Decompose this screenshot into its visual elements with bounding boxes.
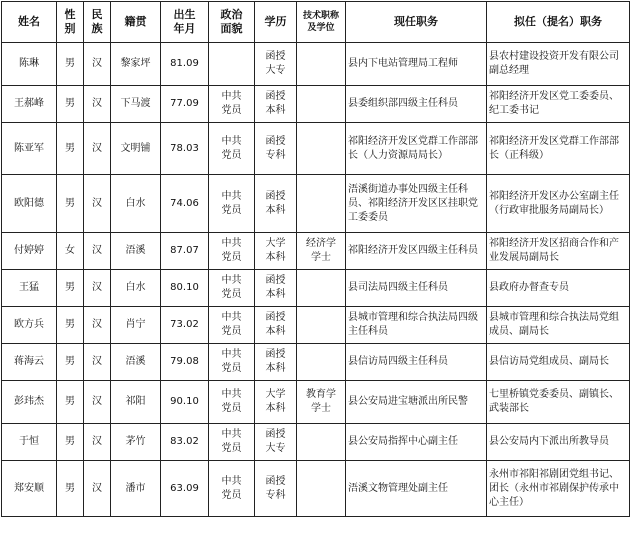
cell-proposed: 县公安局内下派出所教导员 [487,424,630,461]
header-name: 姓名 [2,2,57,43]
cell-title [297,344,346,381]
cell-birth: 83.02 [161,424,209,461]
cell-name: 付婷婷 [2,233,57,270]
cell-name: 于恒 [2,424,57,461]
cell-education: 大学 本科 [255,381,297,424]
cell-native: 潘市 [111,461,161,517]
cell-ethnicity: 汉 [84,381,111,424]
cell-political: 中共 党员 [209,233,255,270]
cell-education: 函授 本科 [255,175,297,233]
cell-native: 白水 [111,175,161,233]
cell-native: 肖宁 [111,307,161,344]
cell-education: 函授 专科 [255,461,297,517]
cell-political: 中共 党员 [209,381,255,424]
cell-current: 县城市管理和综合执法局四级主任科员 [346,307,487,344]
header-ethnicity: 民 族 [84,2,111,43]
cell-political: 中共 党员 [209,123,255,175]
cell-proposed: 祁阳经济开发区办公室副主任（行政审批服务局副局长） [487,175,630,233]
cell-ethnicity: 汉 [84,461,111,517]
cell-title [297,43,346,86]
cell-gender: 男 [57,175,84,233]
cell-ethnicity: 汉 [84,270,111,307]
cell-education: 函授 大专 [255,43,297,86]
cell-ethnicity: 汉 [84,175,111,233]
cell-birth: 90.10 [161,381,209,424]
cell-birth: 73.02 [161,307,209,344]
header-title: 技术职称 及学位 [297,2,346,43]
cell-education: 函授 本科 [255,307,297,344]
cell-gender: 男 [57,43,84,86]
cell-ethnicity: 汉 [84,344,111,381]
cell-political: 中共 党员 [209,86,255,123]
cell-gender: 男 [57,424,84,461]
cell-native: 茅竹 [111,424,161,461]
cell-current: 祁阳经济开发区党群工作部部长（人力资源局局长） [346,123,487,175]
cell-birth: 80.10 [161,270,209,307]
cell-gender: 男 [57,381,84,424]
header-gender: 性 别 [57,2,84,43]
cell-title: 教育学 学士 [297,381,346,424]
cell-title [297,270,346,307]
table-row [2,43,630,86]
cell-political: 中共 党员 [209,461,255,517]
cell-ethnicity: 汉 [84,123,111,175]
cell-current: 浯溪文物管理处副主任 [346,461,487,517]
cell-native: 文明铺 [111,123,161,175]
table-row [2,307,630,344]
cell-ethnicity: 汉 [84,233,111,270]
cell-name: 欧阳德 [2,175,57,233]
cell-proposed: 永州市祁阳祁剧团党组书记、团长（永州市祁剧保护传承中心主任） [487,461,630,517]
cell-ethnicity: 汉 [84,86,111,123]
cell-birth: 87.07 [161,233,209,270]
cell-education: 大学 本科 [255,233,297,270]
table-row [2,424,630,461]
cell-current: 祁阳经济开发区四级主任科员 [346,233,487,270]
cell-name: 欧方兵 [2,307,57,344]
cell-political: 中共 党员 [209,344,255,381]
cell-gender: 男 [57,123,84,175]
cell-political: 中共 党员 [209,307,255,344]
cell-title [297,123,346,175]
table-row [2,86,630,123]
header-native: 籍贯 [111,2,161,43]
cell-current: 县司法局四级主任科员 [346,270,487,307]
cell-proposed: 县城市管理和综合执法局党组成员、副局长 [487,307,630,344]
cell-title [297,424,346,461]
cell-birth: 79.08 [161,344,209,381]
cell-name: 郑安顺 [2,461,57,517]
cell-education: 函授 本科 [255,344,297,381]
table-row [2,123,630,175]
table-row [2,344,630,381]
cell-name: 陈琳 [2,43,57,86]
cell-proposed: 县农村建设投资开发有限公司副总经理 [487,43,630,86]
cell-proposed: 祁阳经济开发区党群工作部部长（正科级） [487,123,630,175]
cell-proposed: 祁阳经济开发区党工委委员、纪工委书记 [487,86,630,123]
cell-current: 县信访局四级主任科员 [346,344,487,381]
cell-ethnicity: 汉 [84,424,111,461]
cell-native: 下马渡 [111,86,161,123]
cell-political: 中共 党员 [209,424,255,461]
header-current: 现任职务 [346,2,487,43]
cell-current: 县公安局进宝塘派出所民警 [346,381,487,424]
cell-current: 县公安局指挥中心副主任 [346,424,487,461]
cell-gender: 男 [57,270,84,307]
cell-education: 函授 本科 [255,270,297,307]
cell-political: 中共 党员 [209,270,255,307]
cell-title [297,461,346,517]
cell-name: 彭玮杰 [2,381,57,424]
cell-current: 县内下电站管理局工程师 [346,43,487,86]
cell-title [297,307,346,344]
cell-title [297,175,346,233]
cell-name: 王猛 [2,270,57,307]
cell-political: 中共 党员 [209,175,255,233]
table-row [2,233,630,270]
cell-native: 祁阳 [111,381,161,424]
cell-gender: 女 [57,233,84,270]
cell-birth: 74.06 [161,175,209,233]
table-row [2,381,630,424]
table-row [2,270,630,307]
cell-name: 蒋海云 [2,344,57,381]
table-row [2,175,630,233]
cell-native: 浯溪 [111,233,161,270]
cell-ethnicity: 汉 [84,307,111,344]
cell-birth: 77.09 [161,86,209,123]
cell-gender: 男 [57,461,84,517]
header-proposed: 拟任（提名）职务 [487,2,630,43]
cell-gender: 男 [57,344,84,381]
cell-proposed: 祁阳经济开发区招商合作和产业发展局副局长 [487,233,630,270]
cell-native: 白水 [111,270,161,307]
table-body [2,43,630,517]
cell-proposed: 县政府办督查专员 [487,270,630,307]
cell-title [297,86,346,123]
cell-proposed: 县信访局党组成员、副局长 [487,344,630,381]
cell-education: 函授 本科 [255,86,297,123]
cell-birth: 81.09 [161,43,209,86]
cell-native: 浯溪 [111,344,161,381]
header-education: 学历 [255,2,297,43]
header-birth: 出生 年月 [161,2,209,43]
appointment-table [1,1,630,517]
cell-proposed: 七里桥镇党委委员、副镇长、武装部长 [487,381,630,424]
cell-title: 经济学 学士 [297,233,346,270]
cell-current: 浯溪街道办事处四级主任科员、祁阳经济开发区区挂职党工委委员 [346,175,487,233]
header-political: 政治 面貌 [209,2,255,43]
cell-name: 陈亚军 [2,123,57,175]
cell-name: 王郝峰 [2,86,57,123]
cell-gender: 男 [57,86,84,123]
cell-current: 县委组织部四级主任科员 [346,86,487,123]
cell-political [209,43,255,86]
cell-birth: 63.09 [161,461,209,517]
cell-birth: 78.03 [161,123,209,175]
cell-education: 函授 专科 [255,123,297,175]
cell-gender: 男 [57,307,84,344]
cell-native: 黎家坪 [111,43,161,86]
table-row [2,461,630,517]
cell-education: 函授 大专 [255,424,297,461]
cell-ethnicity: 汉 [84,43,111,86]
header-row [2,2,630,43]
